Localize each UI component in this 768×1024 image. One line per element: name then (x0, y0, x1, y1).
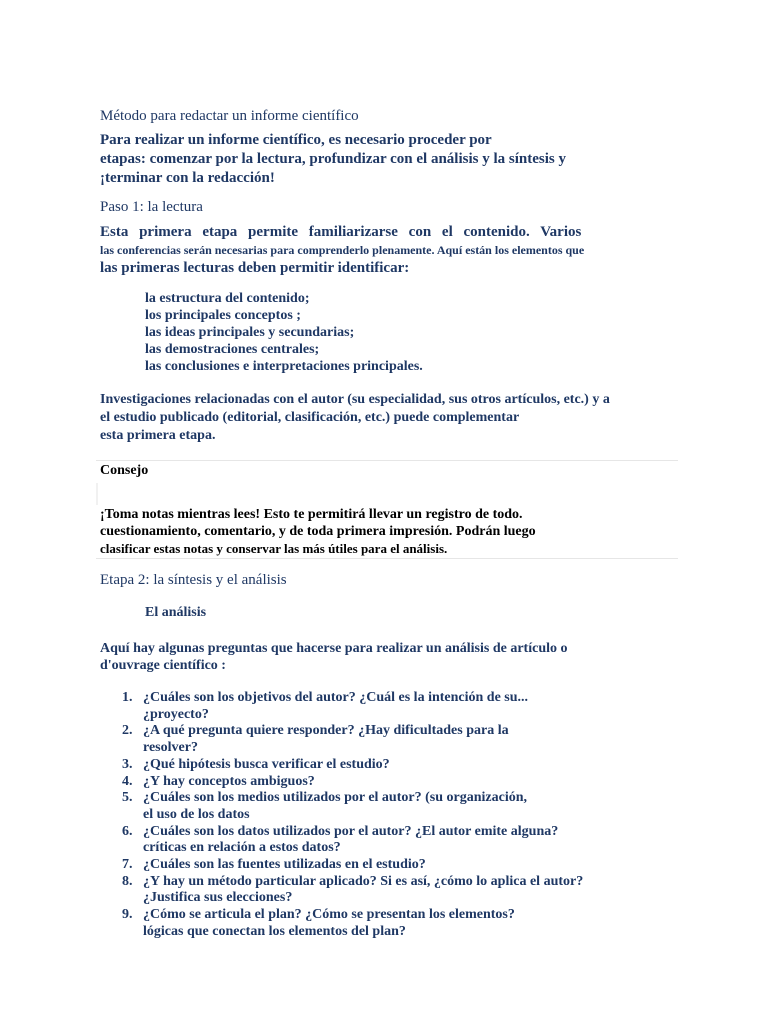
tip-text (100, 506, 536, 557)
tip-line: clasificar estas notas y conservar las más útiles para el análisis. (100, 541, 448, 556)
subsection-analisis (124, 605, 206, 621)
intro-line: Para realizar un informe científico, es necesario proceder por (100, 132, 492, 148)
document-title: Método para redactar un informe científico (100, 108, 359, 124)
tip-title: Consejo (100, 463, 149, 478)
paragraph-line: el estudio publicado (editorial, clasificación, etc.) puede complementar (100, 410, 520, 425)
section-heading-etapa2: Etapa 2: la síntesis y el análisis (100, 572, 287, 588)
investigaciones-paragraph (100, 391, 610, 445)
question-item: 6. ¿Cuáles son los datos utilizados por el autor? ¿El autor emite alguna? críticas en relación a estos datos? (122, 823, 559, 856)
paragraph-line: Aquí hay algunas preguntas que hacerse para realizar un análisis de artículo o (100, 641, 568, 656)
tip-divider (96, 483, 98, 505)
paso1-line: las primeras lecturas deben permitir identificar: (100, 260, 410, 276)
intro-paragraph (100, 131, 600, 188)
question-item: 3. ¿Qué hipótesis busca verificar el estudio? (122, 756, 390, 772)
tip-line: ¡Toma notas mientras lees! Esto te permitirá llevar un registro de todo. (100, 507, 523, 522)
paso1-line: Esta primera etapa permite familiarizarse con el contenido. Varios (100, 224, 582, 240)
paso1-line: las conferencias serán necesarias para comprenderlo plenamente. Aquí están los elementos que (100, 243, 585, 257)
tip-box (96, 460, 678, 559)
paragraph-line: Investigaciones relacionadas con el autor (su especialidad, sus otros artículos, etc.) y a (100, 392, 610, 407)
reading-elements-list (124, 290, 423, 375)
question-item: 7. ¿Cuáles son las fuentes utilizadas en el estudio? (122, 857, 426, 873)
list-item: las ideas principales y secundarias; (145, 325, 355, 340)
list-item: la estructura del contenido; (145, 291, 310, 306)
question-item: 8. ¿Y hay un método particular aplicado? Si es así, ¿cómo lo aplica el autor? ¿Justifica sus elecciones? (122, 873, 584, 906)
question-item: 4. ¿Y hay conceptos ambiguos? (122, 773, 315, 789)
list-item: las conclusiones e interpretaciones principales. (145, 359, 423, 374)
questions-intro (100, 640, 568, 674)
question-item: 2. ¿A qué pregunta quiere responder? ¿Hay dificultades para la resolver? (122, 723, 509, 756)
list-item: los principales conceptos ; (145, 308, 301, 323)
intro-line: ¡terminar con la redacción! (100, 170, 275, 186)
questions-list (122, 690, 583, 941)
subsection-label: El análisis (145, 605, 207, 620)
intro-line: etapas: comenzar por la lectura, profundizar con el análisis y la síntesis y (100, 151, 566, 167)
section-heading-paso1: Paso 1: la lectura (100, 199, 203, 215)
paragraph-line: esta primera etapa. (100, 428, 216, 443)
list-item: las demostraciones centrales; (145, 342, 320, 357)
question-item: 9. ¿Cómo se articula el plan? ¿Cómo se presentan los elementos? lógicas que conectan los elementos del plan? (122, 907, 515, 939)
question-item: 1. ¿Cuáles son los objetivos del autor? ¿Cuál es la intención de su... ¿proyecto? (122, 690, 529, 722)
paso1-paragraph (100, 223, 584, 278)
tip-line: cuestionamiento, comentario, y de toda primera impresión. Podrán luego (100, 524, 536, 539)
question-item: 5. ¿Cuáles son los medios utilizados por el autor? (su organización, el uso de los datos (122, 790, 527, 822)
paragraph-line: d'ouvrage científico : (100, 658, 226, 673)
